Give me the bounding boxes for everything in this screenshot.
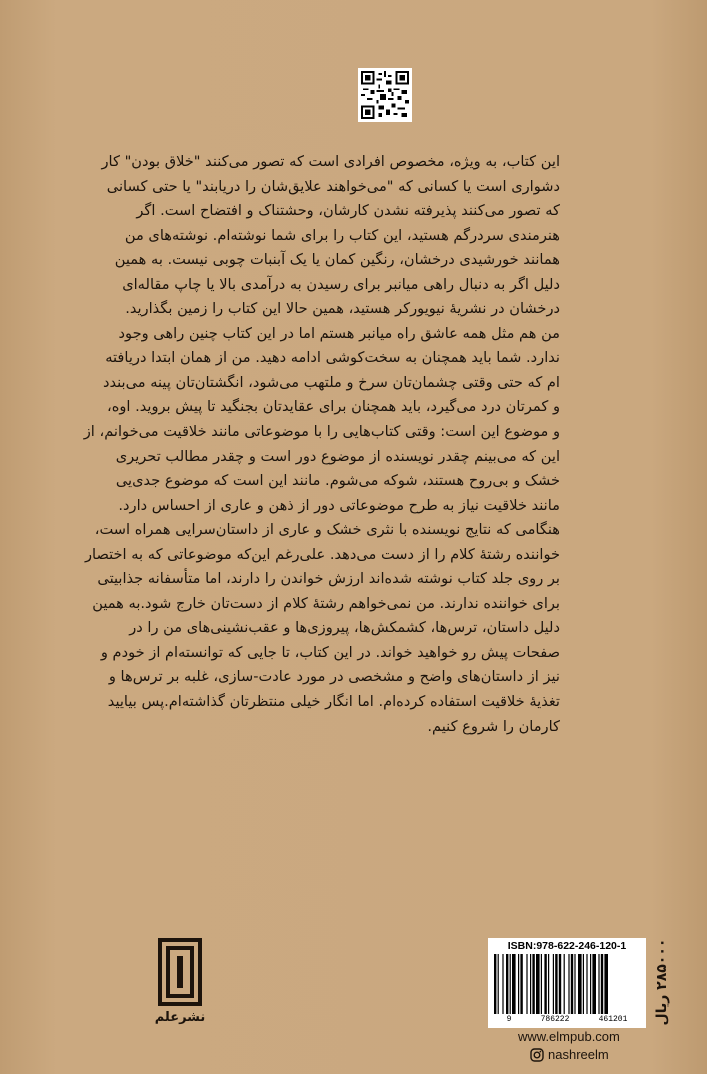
blurb-line: بر روی جلد کتاب نوشته شده‌اند ارزش خواندن را دارند، اما متأسفانه جذابیتی: [97, 570, 560, 588]
barcode-bar: [598, 954, 599, 1014]
blurb-line: من هم مثل همه عاشق راه میانبر هستم اما در این کتاب چنین راهی وجود: [118, 324, 560, 342]
barcode-bar: [526, 954, 527, 1014]
blurb-line: خشک و بی‌روح هستند، شوکه می‌شوم. مانند این است که موضوع جدی‌یی: [115, 472, 560, 490]
barcode-bar: [548, 954, 549, 1014]
blurb-line: دشواری است یا کسانی که "می‌خواهند علایق‌شان را دریابند" یا حتی کسانی: [106, 177, 560, 195]
barcode-bar: [520, 954, 522, 1014]
barcode-bar: [494, 954, 496, 1014]
blurb-line: برای خواننده ندارند. من نمی‌خواهم رشتهٔ کلام از دست‌تان خارج شود.به همین: [92, 594, 560, 612]
barcode-prefix: 9: [506, 1015, 512, 1024]
barcode-bar: [601, 954, 603, 1014]
barcode-bars: [494, 954, 640, 1014]
barcode-bar: [502, 954, 503, 1014]
blurb-line: درخشان در نشریهٔ نیویورکر هستید، همین حالا این کتاب را زمین بگذارید.: [125, 300, 560, 318]
publisher-logo-mark: [158, 938, 202, 1006]
blurb-line: مانند خلاقیت نیاز به طرح موضوعاتی دور از ذهن و عاری از احساس دارد.: [118, 496, 560, 514]
barcode-bar: [555, 954, 557, 1014]
blurb-line: تغذیهٔ خلاقیت استفاده کرده‌ام. اما انگار خیلی منتظرتان گذاشته‌ام.پس بیایید: [107, 693, 560, 711]
barcode-bar: [530, 954, 531, 1014]
barcode-bar: [590, 954, 591, 1014]
barcode-bar: [498, 954, 499, 1014]
blurb-line: هنگامی که نتایج نویسنده با نثری خشک و عاری از داستان‌سرایی همراه است،: [94, 521, 560, 539]
blurb-line: و موضوع این است: وقتی کتاب‌هایی را با موضوعاتی مانند خلاقیت می‌خوانم، از: [83, 423, 560, 441]
instagram-handle: nashreelm: [548, 1047, 609, 1062]
blurb-line: این که می‌بینم چقدر نویسنده از موضوع دور است و چقدر مطالب تحریری: [115, 447, 560, 465]
barcode-bar: [541, 954, 542, 1014]
blurb-line: و کمرتان درد می‌گیرد، باید همچنان برای عقایدتان بجنگید تا پیش بروید. اوه،: [106, 398, 560, 416]
publisher-instagram[interactable]: [530, 1047, 609, 1062]
blurb-line: دلیل داستان، ترس‌ها، کشمکش‌ها، پیروزی‌ها و عقب‌نشینی‌های من را در: [129, 619, 560, 637]
barcode-bar: [592, 954, 596, 1014]
barcode-bar: [506, 954, 508, 1014]
blurb-line: هنرمندی سردرگم هستید، این کتاب را برای شما نوشته‌ام. نوشته‌های من: [124, 226, 560, 244]
barcode-bar: [553, 954, 554, 1014]
qr-code: [358, 68, 412, 122]
instagram-icon: [530, 1048, 544, 1062]
barcode-bar: [559, 954, 561, 1014]
price-text: ۲۸۵۰۰۰ ریال: [654, 938, 670, 1026]
blurb-line: دلیل اگر به دنبال راهی میانبر برای رسیدن به درآمدی بالا یا چاپ مقاله‌ای: [122, 275, 560, 293]
barcode-bar: [510, 954, 511, 1014]
barcode-bar: [536, 954, 540, 1014]
isbn-barcode: [488, 938, 646, 1028]
barcode-bar: [518, 954, 519, 1014]
barcode-bar: [512, 954, 516, 1014]
publisher-name: نشرعلم: [154, 1010, 206, 1025]
barcode-bar: [571, 954, 573, 1014]
publisher-logo: [150, 938, 210, 1038]
blurb-line: که تصور می‌کنند پذیرفته نشدن کارشان، وحشتناک و افتضاح است. اگر: [136, 202, 560, 220]
qr-code-pattern: [361, 71, 409, 119]
price-label: [650, 938, 676, 1038]
isbn-label: ISBN:978-622-246-120-1: [507, 940, 627, 952]
blurb-line: همانند خورشیدی درخشان، رنگین کمان یا یک آبنبات چوبی نیست. به همین: [114, 251, 560, 269]
barcode-bar: [564, 954, 565, 1014]
barcode-digits: [492, 1015, 642, 1024]
blurb-line: این کتاب، به ویژه، مخصوص افرادی است که تصور می‌کنند "خلاق بودن" کار: [101, 153, 560, 170]
barcode-bar: [578, 954, 582, 1014]
barcode-bar: [568, 954, 569, 1014]
barcode-bar: [574, 954, 575, 1014]
publisher-website[interactable]: www.elmpub.com: [518, 1029, 620, 1044]
barcode-bar: [586, 954, 587, 1014]
barcode-bar: [604, 954, 608, 1014]
blurb-line: کارمان را شروع کنیم.: [427, 717, 560, 735]
barcode-bar: [532, 954, 534, 1014]
blurb-line: صفحات پیش رو خواهید خواند. در این کتاب، تا جایی که توانسته‌ام از خودم و: [100, 643, 560, 661]
blurb-line: ام که حتی وقتی چشمان‌تان سرخ و ملتهب می‌شود، انگشتان‌تان پینه می‌بندد: [102, 373, 560, 391]
blurb-line: ندارد. شما باید همچنان به سخت‌کوشی ادامه دهید. من از همان ابتدا دریافته: [105, 349, 560, 367]
blurb-line: خواننده رشتهٔ کلام را از دست می‌دهد. علی‌رغم این‌که موضوعاتی که به اختصار: [84, 545, 560, 563]
barcode-bar: [583, 954, 584, 1014]
blurb-line: نیز از داستان‌های واضح و مشخصی در مورد عادت-سازی، غلبه بر ترس‌ها و: [108, 668, 560, 686]
blurb-text: [83, 150, 560, 739]
barcode-bar: [544, 954, 546, 1014]
barcode-left-digits: 786222: [540, 1015, 570, 1024]
barcode-right-digits: 461201: [598, 1015, 628, 1024]
